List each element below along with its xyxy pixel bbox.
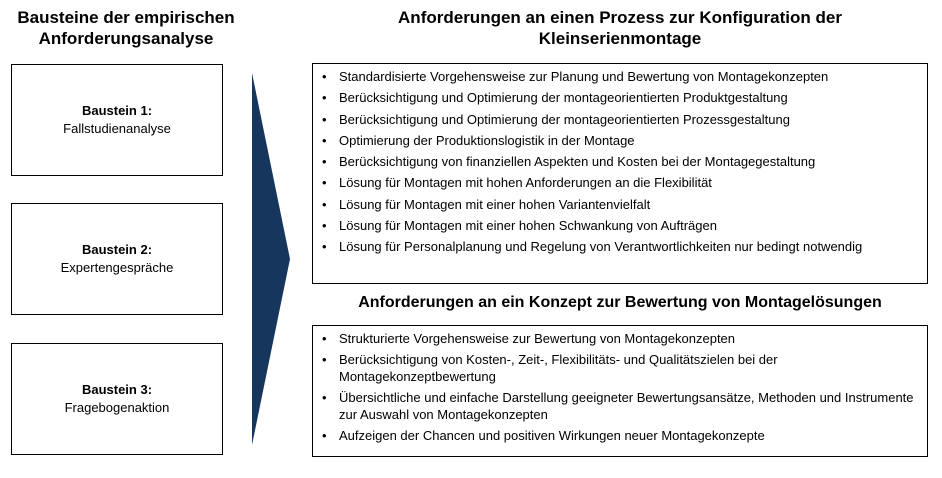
- list-item: [322, 330, 921, 347]
- list-item-text: Aufzeigen der Chancen und positiven Wirkungen neuer Montagekonzepte: [339, 428, 765, 443]
- module-subtitle: Expertengespräche: [60, 260, 174, 275]
- module-title: Baustein 1:: [81, 103, 153, 118]
- module-subtitle: Fallstudienanalyse: [63, 121, 171, 136]
- bullet-icon: •: [322, 331, 327, 346]
- list-item: [322, 89, 921, 106]
- list-item: [322, 111, 921, 128]
- list-item: [322, 351, 921, 385]
- list-item-text: Lösung für Montagen mit einer hohen Variantenvielfalt: [339, 196, 651, 212]
- module-subtitle: Fragebogenaktion: [64, 400, 170, 415]
- list-item: [322, 132, 921, 149]
- bullet-icon: •: [322, 132, 327, 148]
- list-item-text: Berücksichtigung von finanziellen Aspekten und Kosten bei der Montagegestaltung: [339, 154, 816, 170]
- list-item: [322, 238, 921, 255]
- list-item-text: Lösung für Montagen mit hohen Anforderungen an die Flexibilität: [339, 175, 712, 191]
- bullet-icon: •: [322, 90, 327, 106]
- list-item-text: Standardisierte Vorgehensweise zur Planung und Bewertung von Montagekonzepten: [339, 69, 829, 84]
- list-item-text: Lösung für Personalplanung und Regelung von Verantwortlichkeiten nur bedingt notwendig: [339, 239, 863, 255]
- module-title: Baustein 3:: [81, 382, 153, 397]
- bullet-icon: •: [322, 175, 327, 191]
- modules-heading: Bausteine der empirischen Anforderungsanalyse: [17, 8, 235, 48]
- list-item-text: Berücksichtigung und Optimierung der montageorientierten Prozessgestaltung: [339, 111, 790, 127]
- concept-requirements-box: [312, 325, 928, 457]
- process-requirements-list: [322, 68, 921, 255]
- list-item-text: Lösung für Montagen mit einer hohen Schwankung von Aufträgen: [339, 218, 717, 234]
- bullet-icon: •: [322, 218, 327, 234]
- bullet-icon: •: [322, 352, 327, 367]
- bullet-icon: •: [322, 428, 327, 443]
- module-box-3: [11, 343, 223, 455]
- list-item: [322, 153, 921, 170]
- list-item-text: Optimierung der Produktionslogistik in der Montage: [339, 132, 635, 148]
- arrow-shape: [252, 73, 290, 445]
- module-box-2: [11, 203, 223, 315]
- concept-requirements-list: [322, 330, 921, 444]
- list-item: [322, 68, 921, 85]
- bullet-icon: •: [322, 196, 327, 212]
- right-triangle-arrow-icon: [252, 73, 290, 445]
- list-item-text: Berücksichtigung von Kosten-, Zeit-, Flexibilitäts- und Qualitätszielen bei der Montagekonzeptbewertung: [339, 352, 778, 384]
- bullet-icon: •: [322, 390, 327, 405]
- list-item-text: Übersichtliche und einfache Darstellung geeigneter Bewertungsansätze, Methoden und Instrumente zur Auswahl von Montagekonzepten: [339, 390, 914, 422]
- list-item-text: Strukturierte Vorgehensweise zur Bewertung von Montagekonzepten: [339, 331, 736, 346]
- bullet-icon: •: [322, 239, 327, 255]
- module-title: Baustein 2:: [81, 242, 153, 257]
- module-box-1: [11, 64, 223, 176]
- list-item: [322, 174, 921, 191]
- list-item: [322, 389, 921, 423]
- concept-requirements-heading: Anforderungen an ein Konzept zur Bewertung von Montagelösungen: [358, 294, 882, 311]
- bullet-icon: •: [322, 154, 327, 170]
- list-item-text: Berücksichtigung und Optimierung der montageorientierten Produktgestaltung: [339, 90, 788, 106]
- list-item: [322, 217, 921, 234]
- list-item: [322, 196, 921, 213]
- process-requirements-heading: Anforderungen an einen Prozess zur Konfiguration der Kleinserienmontage: [398, 8, 842, 48]
- bullet-icon: •: [322, 111, 327, 127]
- list-item: [322, 427, 921, 444]
- bullet-icon: •: [322, 69, 327, 84]
- process-requirements-box: [312, 63, 928, 284]
